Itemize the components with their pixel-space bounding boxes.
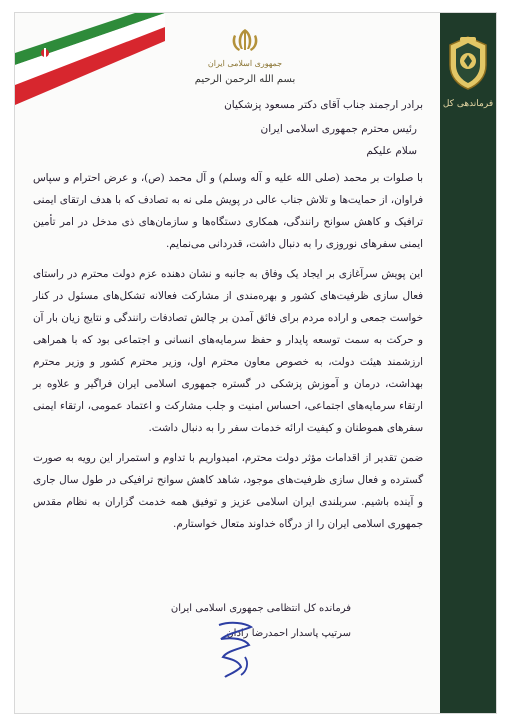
- police-command-label: فرماندهی کل: [442, 99, 494, 109]
- organization-band: [440, 13, 496, 713]
- signatory-title: فرمانده کل انتظامی جمهوری اسلامی ایران: [170, 603, 351, 614]
- iran-emblem-icon: [228, 27, 262, 53]
- letter-body: [33, 89, 423, 535]
- paragraph-2: این پویش سرآغازی بر ایجاد یک وفاق به جانبه و نشان دهنده عزم دولت محترم در راستای فعال سازی ظرفیت‌های کشور و بهره‌مندی از مشارکت فعالانه تشکل‌های مسئول در کنار خواست جمعی و اراده مردم برای فائق آمدن بر چالش تصادفات رانندگی و نتایج زیان بار آن و حرکت به سمت توسعه پایدار و حفظ سرمایه‌های انسانی و اجتماعی بود که با همراهی ارزشمند هیئت دولت، به خصوص معاون محترم اول، وزیر محترم کشور و وزیر محترم بهداشت، درمان و آموزش پزشکی در گستره جمهوری اسلامی ایران فراگیر و علاوه بر ارتقاء سرمایه‌های اجتماعی، احساس امنیت و جلب مشارکت و اعتماد عمومی، ارتقاء ایمنی سفرهای هموطنان و کیفیت ارائه خدمات سفر را به دنبال داشت.: [33, 268, 423, 434]
- paragraph-3: ضمن تقدیر از اقدامات مؤثر دولت محترم، امیدواریم با تداوم و استمرار این رویه به صورت گسترده و فعال سازی ظرفیت‌های موجود، شاهد کاهش سوانح ترافیکی در طول سال جاری و آینده باشیم. سربلندی ایران اسلامی عزیز و توفیق همه خدمت گزاران به نظام مقدس جمهوری اسلامی ایران را از درگاه خداوند متعال خواستارم.: [33, 452, 423, 530]
- greeting: سلام علیکم: [366, 145, 417, 157]
- handwritten-signature: [211, 617, 261, 679]
- republic-label: جمهوری اسلامی ایران: [207, 59, 283, 68]
- police-emblem-icon: [446, 35, 490, 91]
- paragraph-1: با صلوات بر محمد (صلی الله علیه و آله وسلم) و آل محمد (ص)، و عرض احترام و سپاس فراوان، از حمایت‌ها و تلاش جناب عالی در پویش ملی نه به تصادف که با هدف ارتقای ایمنی ترافیک و کاهش سوانح رانندگی، همکاری دستگاه‌ها و سازمان‌های ذی مدخل در امر تأمین ایمنی سفرهای نوروزی را به دنبال داشت، قدردانی می‌نمایم.: [33, 172, 423, 250]
- letter-header: [165, 27, 325, 85]
- letter-page: [14, 12, 497, 714]
- addressee-title: رئیس محترم جمهوری اسلامی ایران: [260, 123, 417, 135]
- signatory-name: سرتیپ پاسدار احمدرضا رادان: [226, 628, 351, 639]
- addressee: برادر ارجمند جناب آقای دکتر مسعود پزشکیان: [224, 99, 423, 111]
- bismillah-calligraphy: بسم الله الرحمن الرحیم: [194, 74, 296, 85]
